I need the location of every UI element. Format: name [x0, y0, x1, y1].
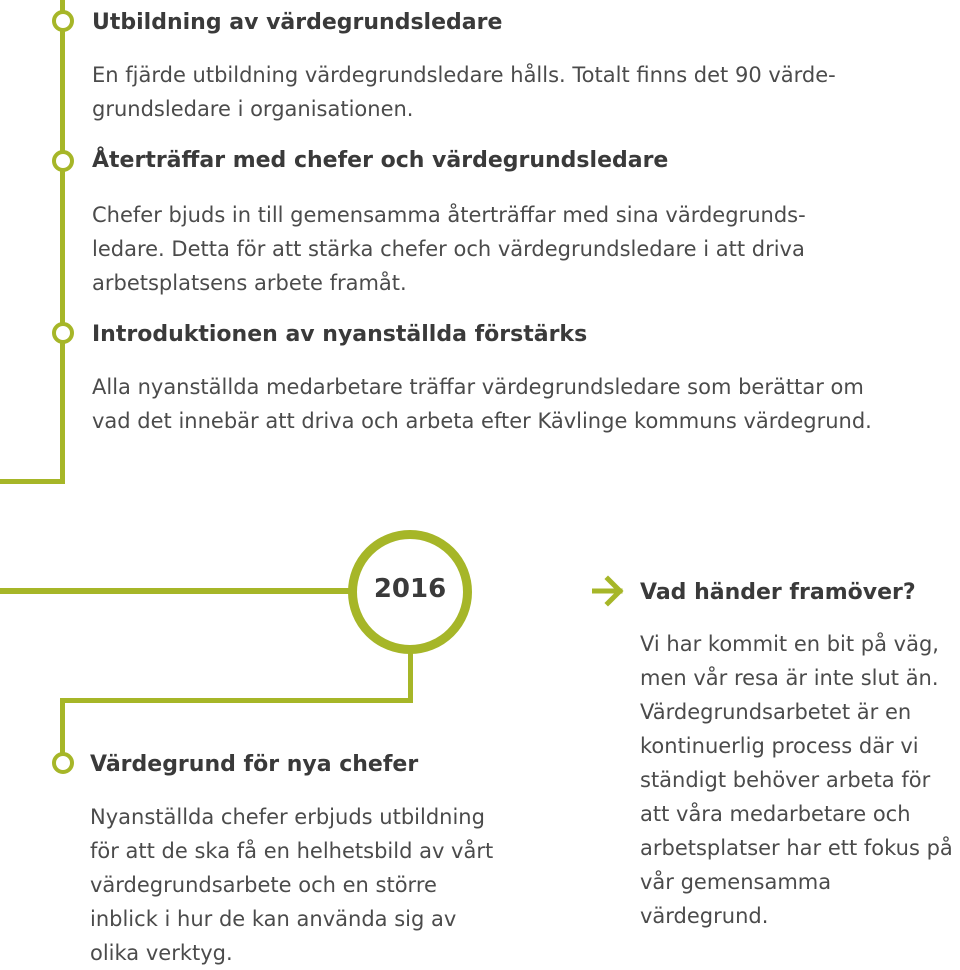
timeline-horizontal-line-lower: [60, 698, 413, 703]
timeline-dot: [52, 10, 74, 32]
timeline-dot: [52, 322, 74, 344]
future-text: Vi har kommit en bit på väg, men vår resa är inte slut än. Värdegrundsarbetet är en kontinuerlig process där vi ständigt behöver arbeta för att våra medarbetare och arbetsplatser har ett fokus på vår gemensamma värdegrund.: [640, 632, 953, 928]
arrow-right-icon: [592, 575, 626, 607]
item-heading: Utbildning av värdegrundsledare: [92, 10, 503, 35]
timeline-horizontal-line-main: [0, 588, 360, 594]
year-label: 2016: [373, 574, 447, 604]
item-heading: Introduktionen av nyanställda förstärks: [92, 322, 588, 347]
item-text: Alla nyanställda medarbetare träffar värdegrundsledare som berättar om vad det innebär att driva och arbeta efter Kävlinge kommuns värdegrund.: [92, 375, 872, 433]
item-text: En fjärde utbildning värdegrundsledare hålls. Totalt finns det 90 värde- grundsledare i organisationen.: [92, 63, 836, 121]
timeline-dot: [52, 150, 74, 172]
lower-item-heading: Värdegrund för nya chefer: [90, 752, 419, 777]
item-heading: Återträffar med chefer och värdegrundsledare: [92, 148, 669, 173]
timeline-vertical-line-top: [60, 0, 65, 484]
timeline-horizontal-line-top: [0, 479, 65, 484]
timeline-dot: [52, 752, 74, 774]
item-text: Chefer bjuds in till gemensamma återträffar med sina värdegrunds- ledare. Detta för att stärka chefer och värdegrundsledare i att driva arbetsplatsens arbete framåt.: [92, 203, 806, 295]
lower-item-text: Nyanställda chefer erbjuds utbildning för att de ska få en helhetsbild av vårt värdegrundsarbete och en större inblick i hur de kan använda sig av olika verktyg.: [90, 805, 494, 965]
future-heading: Vad händer framöver?: [640, 580, 916, 605]
timeline-vertical-line-lower: [60, 698, 65, 758]
